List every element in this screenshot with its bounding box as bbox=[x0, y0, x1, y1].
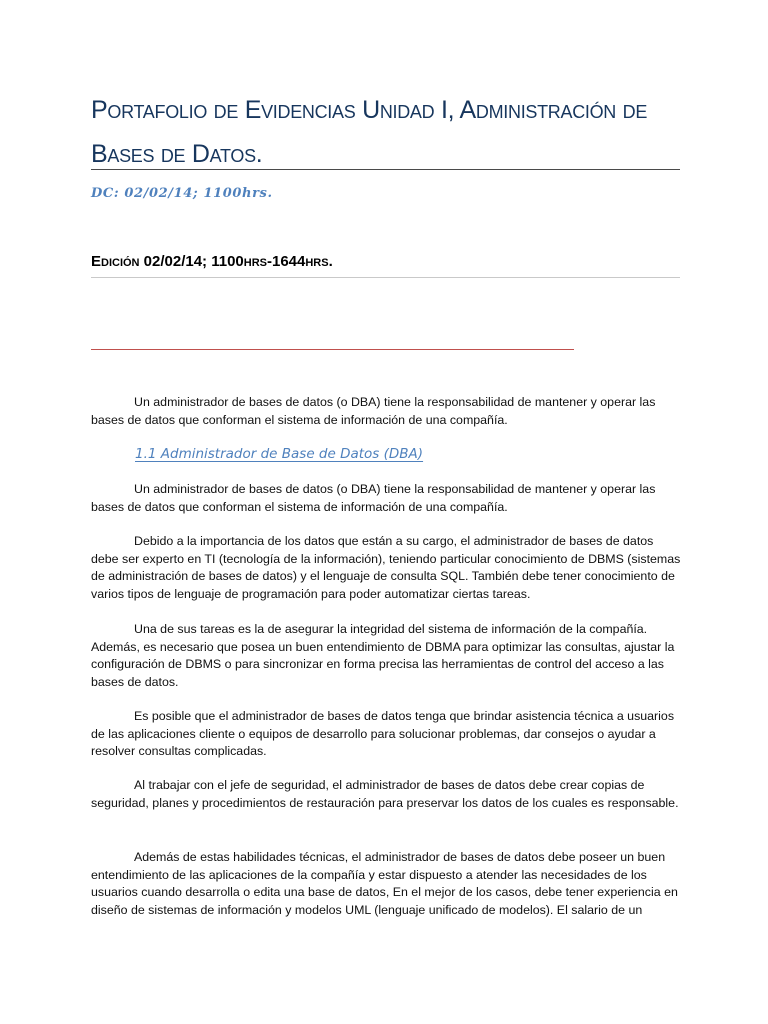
section-heading-dba: 1.1 Administrador de Base de Datos (DBA) bbox=[135, 446, 424, 462]
document-title: Portafolio de Evidencias Unidad I, Administración de Bases de Datos. bbox=[91, 96, 648, 168]
edition-heading: Edición 02/02/14; 1100hrs-1644hrs. bbox=[91, 253, 333, 270]
paragraph-6: Además de estas habilidades técnicas, el administrador de bases de datos debe poseer un buen entendimiento de las aplicaciones de la compañía y estar dispuesto a atender las necesidades de los usuarios cuando desarrolla o edita una base de datos, En el mejor de los casos, debe tener experiencia en diseño de sistemas de información y modelos UML (lenguaje unificado de modelos). El salario de un bbox=[91, 850, 678, 917]
paragraph-5: Al trabajar con el jefe de seguridad, el administrador de bases de datos debe crear copias de seguridad, planes y procedimientos de restauración para preservar los datos de los cuales es responsable. bbox=[91, 778, 679, 810]
paragraph-4: Es posible que el administrador de bases de datos tenga que brindar asistencia técnica a usuarios de las aplicaciones cliente o equipos de desarrollo para solucionar problemas, dar consejos o ayudar a resolver consultas complicadas. bbox=[91, 709, 675, 759]
paragraph-1: Un administrador de bases de datos (o DBA) tiene la responsabilidad de mantener y operar las bases de datos que conforman el sistema de información de una compañía. bbox=[91, 482, 656, 514]
paragraph-2: Debido a la importancia de los datos que están a su cargo, el administrador de bases de datos debe ser experto en TI (tecnología de la información), teniendo particular conocimiento de DBMS (sistemas de administración de bases de datos) y el lenguaje de consulta SQL. También debe tener conocimiento de varios tipos de lenguaje de programación para poder automatizar ciertas tareas. bbox=[91, 534, 681, 601]
title-divider bbox=[91, 169, 680, 170]
paragraph-3: Una de sus tareas es la de asegurar la integridad del sistema de información de la compañía. Además, es necesario que posea un buen entendimiento de DBMA para optimizar las consultas, ajustar la configuración de DBMS o para sincronizar en forma precisa las herramientas de control del acceso a las bases de datos. bbox=[91, 622, 675, 689]
paragraph-intro: Un administrador de bases de datos (o DBA) tiene la responsabilidad de mantener y operar las bases de datos que conforman el sistema de información de una compañía. bbox=[91, 395, 656, 427]
red-divider bbox=[91, 349, 574, 350]
dc-date-line: DC: 02/02/14; 1100hrs. bbox=[91, 186, 273, 201]
edition-divider bbox=[91, 277, 680, 278]
